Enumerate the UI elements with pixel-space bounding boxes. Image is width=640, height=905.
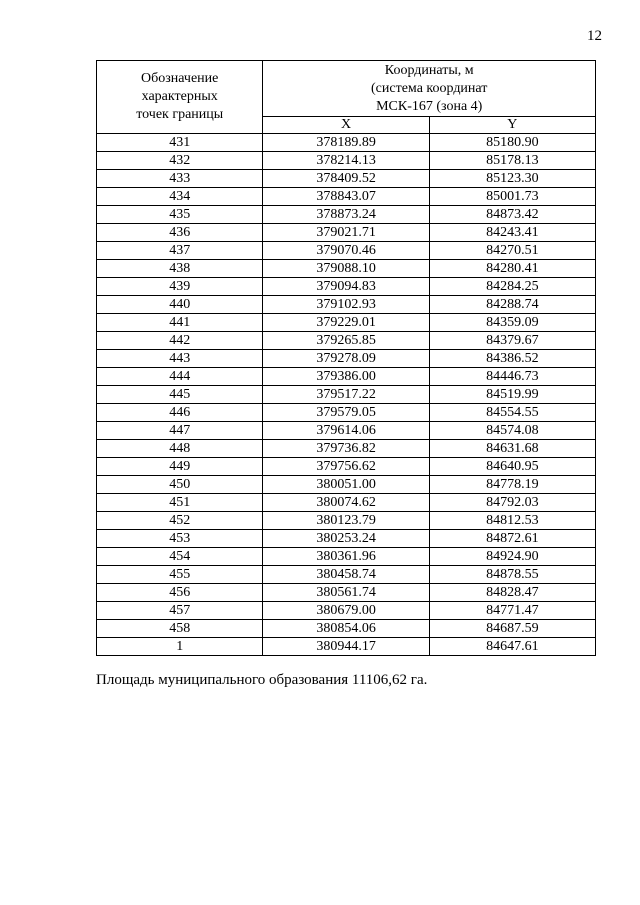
point-cell: 453 — [97, 530, 263, 548]
point-cell: 448 — [97, 440, 263, 458]
table-row — [97, 548, 596, 566]
x-cell: 380051.00 — [263, 476, 429, 494]
x-cell: 379756.62 — [263, 458, 429, 476]
point-cell: 450 — [97, 476, 263, 494]
table-row — [97, 602, 596, 620]
x-cell: 378843.07 — [263, 188, 429, 206]
x-cell: 379517.22 — [263, 386, 429, 404]
header-coords-line3: МСК-167 (зона 4) — [376, 99, 483, 114]
table-row — [97, 188, 596, 206]
table-row — [97, 458, 596, 476]
point-cell: 439 — [97, 278, 263, 296]
y-cell: 84284.25 — [429, 278, 595, 296]
point-cell: 437 — [97, 242, 263, 260]
point-cell: 432 — [97, 152, 263, 170]
point-cell: 445 — [97, 386, 263, 404]
table-row — [97, 314, 596, 332]
table-row — [97, 242, 596, 260]
x-cell: 380854.06 — [263, 620, 429, 638]
table-row — [97, 368, 596, 386]
point-cell: 441 — [97, 314, 263, 332]
table-row — [97, 152, 596, 170]
x-cell: 380361.96 — [263, 548, 429, 566]
x-cell: 379102.93 — [263, 296, 429, 314]
y-cell: 84872.61 — [429, 530, 595, 548]
y-cell: 84270.51 — [429, 242, 595, 260]
point-cell: 457 — [97, 602, 263, 620]
header-points-line2: характерных — [141, 89, 218, 104]
point-cell: 449 — [97, 458, 263, 476]
y-cell: 84647.61 — [429, 638, 595, 656]
x-cell: 378409.52 — [263, 170, 429, 188]
point-cell: 455 — [97, 566, 263, 584]
point-cell: 451 — [97, 494, 263, 512]
table-row — [97, 206, 596, 224]
table-row — [97, 224, 596, 242]
y-cell: 84379.67 — [429, 332, 595, 350]
table-row — [97, 170, 596, 188]
y-cell: 85180.90 — [429, 134, 595, 152]
y-cell: 85123.30 — [429, 170, 595, 188]
x-cell: 380679.00 — [263, 602, 429, 620]
y-cell: 84640.95 — [429, 458, 595, 476]
table-row — [97, 350, 596, 368]
x-cell: 379278.09 — [263, 350, 429, 368]
table-row — [97, 296, 596, 314]
x-cell: 379088.10 — [263, 260, 429, 278]
table-row — [97, 386, 596, 404]
point-cell: 436 — [97, 224, 263, 242]
point-cell: 454 — [97, 548, 263, 566]
table-row — [97, 530, 596, 548]
header-x: X — [263, 117, 429, 134]
y-cell: 84574.08 — [429, 422, 595, 440]
header-coordinates — [263, 61, 596, 117]
x-cell: 379736.82 — [263, 440, 429, 458]
point-cell: 452 — [97, 512, 263, 530]
point-cell: 431 — [97, 134, 263, 152]
y-cell: 84812.53 — [429, 512, 595, 530]
table-row — [97, 134, 596, 152]
y-cell: 84778.19 — [429, 476, 595, 494]
point-cell: 435 — [97, 206, 263, 224]
y-cell: 84386.52 — [429, 350, 595, 368]
table-header — [97, 61, 596, 134]
x-cell: 379265.85 — [263, 332, 429, 350]
header-points-line3: точек границы — [136, 107, 224, 122]
point-cell: 433 — [97, 170, 263, 188]
x-cell: 380561.74 — [263, 584, 429, 602]
x-cell: 380123.79 — [263, 512, 429, 530]
table-row — [97, 584, 596, 602]
point-cell: 440 — [97, 296, 263, 314]
point-cell: 434 — [97, 188, 263, 206]
table-row — [97, 620, 596, 638]
table-row — [97, 566, 596, 584]
table-row — [97, 332, 596, 350]
point-cell: 444 — [97, 368, 263, 386]
y-cell: 85001.73 — [429, 188, 595, 206]
y-cell: 84446.73 — [429, 368, 595, 386]
coordinates-table — [96, 60, 596, 656]
y-cell: 84288.74 — [429, 296, 595, 314]
area-note: Площадь муниципального образования 11106,62 га. — [96, 672, 428, 688]
y-cell: 84554.55 — [429, 404, 595, 422]
y-cell: 84687.59 — [429, 620, 595, 638]
y-cell: 84631.68 — [429, 440, 595, 458]
y-cell: 84519.99 — [429, 386, 595, 404]
table-row — [97, 404, 596, 422]
y-cell: 84280.41 — [429, 260, 595, 278]
x-cell: 379094.83 — [263, 278, 429, 296]
y-cell: 84873.42 — [429, 206, 595, 224]
x-cell: 379229.01 — [263, 314, 429, 332]
x-cell: 378189.89 — [263, 134, 429, 152]
y-cell: 84359.09 — [429, 314, 595, 332]
point-cell: 438 — [97, 260, 263, 278]
header-points — [97, 61, 263, 134]
table-row — [97, 638, 596, 656]
y-cell: 85178.13 — [429, 152, 595, 170]
x-cell: 379386.00 — [263, 368, 429, 386]
x-cell: 379070.46 — [263, 242, 429, 260]
point-cell: 458 — [97, 620, 263, 638]
x-cell: 378873.24 — [263, 206, 429, 224]
point-cell: 1 — [97, 638, 263, 656]
page-number: 12 — [587, 28, 602, 44]
table-body — [97, 134, 596, 656]
table-row — [97, 422, 596, 440]
y-cell: 84771.47 — [429, 602, 595, 620]
table-row — [97, 494, 596, 512]
header-points-line1: Обозначение — [141, 71, 219, 86]
x-cell: 380944.17 — [263, 638, 429, 656]
y-cell: 84924.90 — [429, 548, 595, 566]
header-coords-line1: Координаты, м — [384, 63, 474, 78]
point-cell: 443 — [97, 350, 263, 368]
x-cell: 379579.05 — [263, 404, 429, 422]
table-row — [97, 260, 596, 278]
header-coords-line2: (система координат — [371, 81, 488, 96]
y-cell: 84878.55 — [429, 566, 595, 584]
header-y: Y — [429, 117, 595, 134]
x-cell: 380458.74 — [263, 566, 429, 584]
point-cell: 456 — [97, 584, 263, 602]
point-cell: 442 — [97, 332, 263, 350]
table-row — [97, 440, 596, 458]
x-cell: 379614.06 — [263, 422, 429, 440]
x-cell: 378214.13 — [263, 152, 429, 170]
y-cell: 84828.47 — [429, 584, 595, 602]
x-cell: 380253.24 — [263, 530, 429, 548]
y-cell: 84792.03 — [429, 494, 595, 512]
y-cell: 84243.41 — [429, 224, 595, 242]
table-row — [97, 476, 596, 494]
table-row — [97, 278, 596, 296]
x-cell: 379021.71 — [263, 224, 429, 242]
table-row — [97, 512, 596, 530]
point-cell: 446 — [97, 404, 263, 422]
x-cell: 380074.62 — [263, 494, 429, 512]
point-cell: 447 — [97, 422, 263, 440]
